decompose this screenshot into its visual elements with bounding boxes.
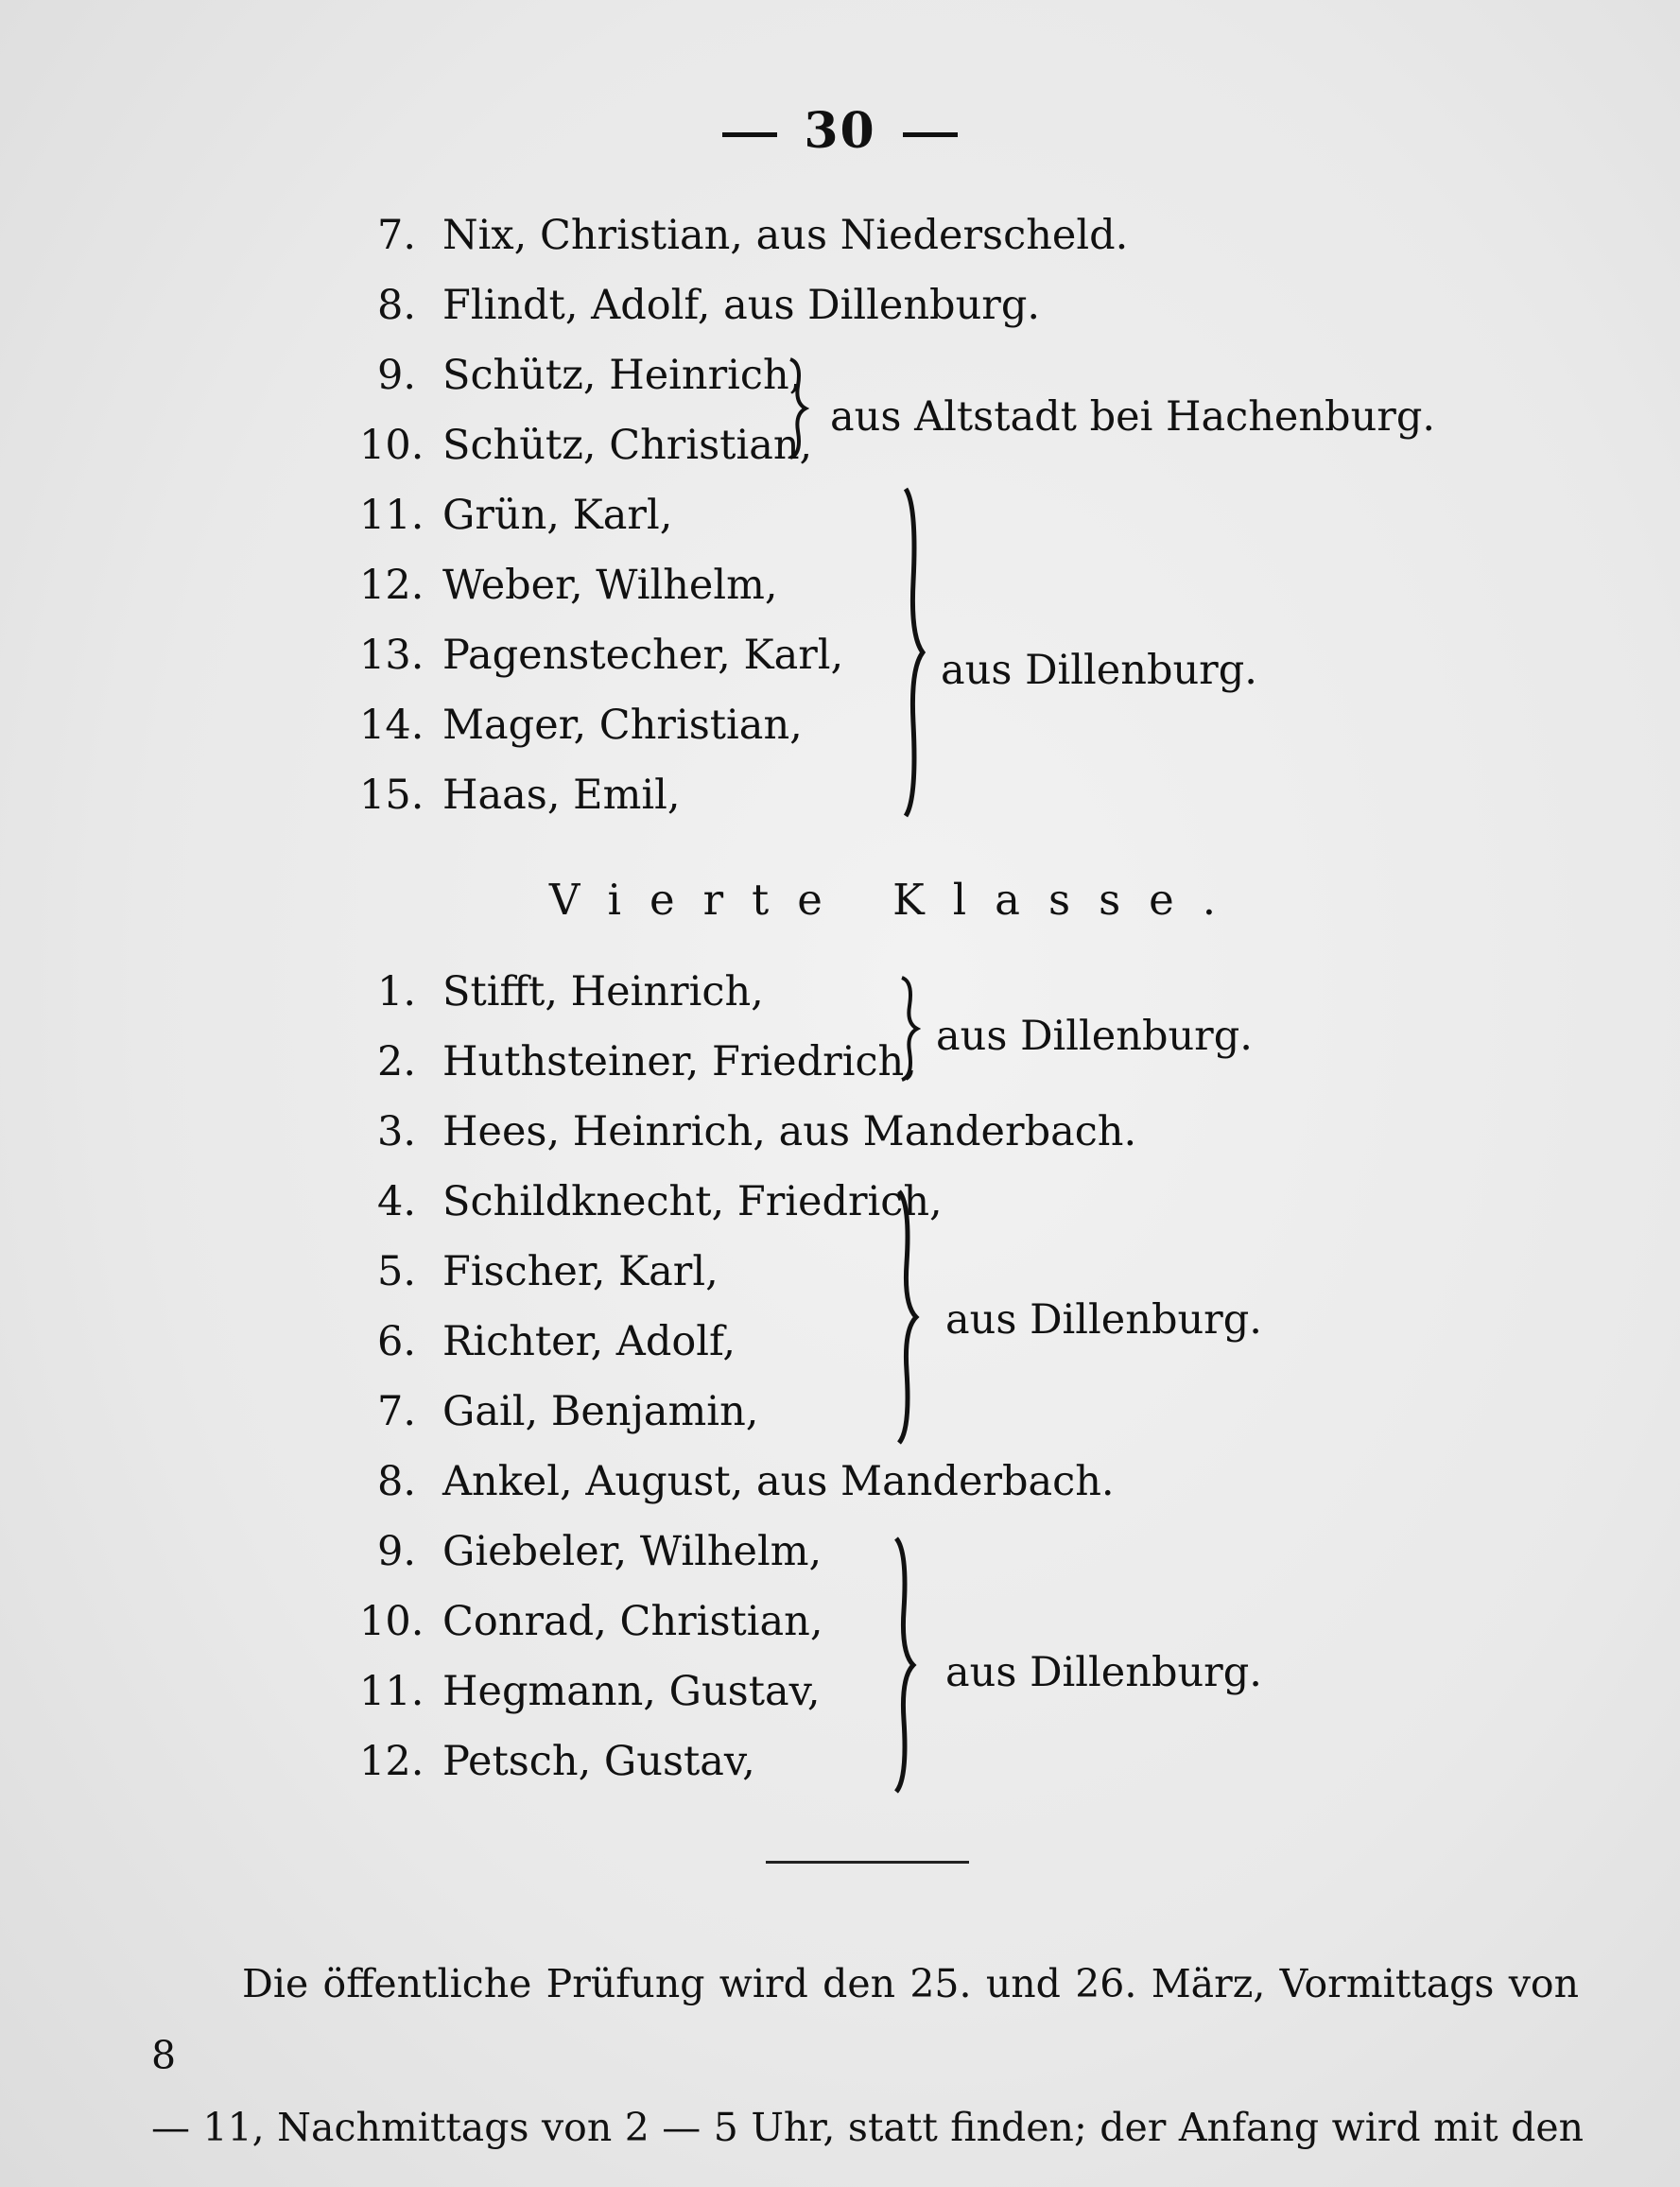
item-number: 11. bbox=[359, 492, 424, 539]
group-place: aus Dillenburg. bbox=[936, 1013, 1253, 1060]
item-text: Pagenstecher, Karl, bbox=[442, 632, 844, 679]
group-place: aus Altstadt bei Hachenburg. bbox=[830, 393, 1436, 441]
item-text: Mager, Christian, bbox=[442, 702, 803, 749]
item-text: Schütz, Heinrich, bbox=[442, 352, 803, 399]
item-text: Giebeler, Wilhelm, bbox=[442, 1528, 823, 1575]
item-number: 8. bbox=[376, 1458, 416, 1505]
item-number: 5. bbox=[376, 1248, 416, 1295]
item-number: 3. bbox=[376, 1108, 416, 1155]
item-number: 9. bbox=[376, 1528, 416, 1575]
item-number: 6. bbox=[376, 1318, 416, 1365]
item-text: Gail, Benjamin, bbox=[442, 1388, 759, 1435]
brace-icon bbox=[891, 1536, 917, 1794]
item-number: 8. bbox=[376, 282, 416, 329]
item-number: 12. bbox=[359, 562, 424, 609]
separator-rule bbox=[766, 1861, 969, 1864]
item-text: Weber, Wilhelm, bbox=[442, 562, 778, 609]
page-header bbox=[0, 102, 1680, 160]
section-title: Vierte Klasse. bbox=[548, 875, 1245, 925]
item-number: 7. bbox=[376, 1388, 416, 1435]
item-text: Richter, Adolf, bbox=[442, 1318, 736, 1365]
header-dash-right bbox=[903, 132, 958, 137]
item-text: Haas, Emil, bbox=[442, 772, 681, 819]
item-text: Huthsteiner, Friedrich, bbox=[442, 1038, 917, 1085]
item-number: 9. bbox=[376, 352, 416, 399]
brace-icon bbox=[893, 1189, 920, 1445]
item-text: Schildknecht, Friedrich, bbox=[442, 1178, 943, 1225]
item-text: Stifft, Heinrich, bbox=[442, 968, 764, 1015]
item-text: Nix, Christian, aus Niederscheld. bbox=[442, 212, 1129, 259]
item-text: Conrad, Christian, bbox=[442, 1598, 823, 1645]
item-number: 2. bbox=[376, 1038, 416, 1085]
brace-icon bbox=[787, 357, 809, 460]
item-number: 10. bbox=[359, 422, 424, 469]
item-number: 4. bbox=[376, 1178, 416, 1225]
paragraph-line: Die öffentliche Prüfung wird den 25. und 26. März, Vormittags von 8 bbox=[151, 1961, 1579, 2078]
group-place: aus Dillenburg. bbox=[945, 1649, 1262, 1696]
item-text: Hegmann, Gustav, bbox=[442, 1668, 821, 1715]
item-text: Ankel, August, aus Manderbach. bbox=[442, 1458, 1115, 1505]
item-number: 13. bbox=[359, 632, 424, 679]
paragraph-line: — 11, Nachmittags von 2 — 5 Uhr, statt finden; der Anfang wird mit den bbox=[151, 2105, 1584, 2150]
item-text: Hees, Heinrich, aus Manderbach. bbox=[442, 1108, 1137, 1155]
page-number: 30 bbox=[804, 102, 876, 160]
closing-paragraph bbox=[151, 1948, 1584, 2163]
group-place: aus Dillenburg. bbox=[941, 647, 1257, 694]
item-number: 14. bbox=[359, 702, 424, 749]
group-place: aus Dillenburg. bbox=[945, 1296, 1262, 1344]
item-number: 1. bbox=[376, 968, 416, 1015]
item-text: Flindt, Adolf, aus Dillenburg. bbox=[442, 282, 1041, 329]
item-text: Grün, Karl, bbox=[442, 492, 673, 539]
item-text: Schütz, Christian, bbox=[442, 422, 813, 469]
brace-icon bbox=[898, 976, 921, 1082]
item-number: 11. bbox=[359, 1668, 424, 1715]
item-number: 12. bbox=[359, 1738, 424, 1785]
item-text: Petsch, Gustav, bbox=[442, 1738, 755, 1785]
header-dash-left bbox=[722, 132, 777, 137]
item-text: Fischer, Karl, bbox=[442, 1248, 719, 1295]
item-number: 15. bbox=[359, 772, 424, 819]
item-number: 10. bbox=[359, 1598, 424, 1645]
brace-icon bbox=[900, 487, 927, 818]
item-number: 7. bbox=[376, 212, 416, 259]
